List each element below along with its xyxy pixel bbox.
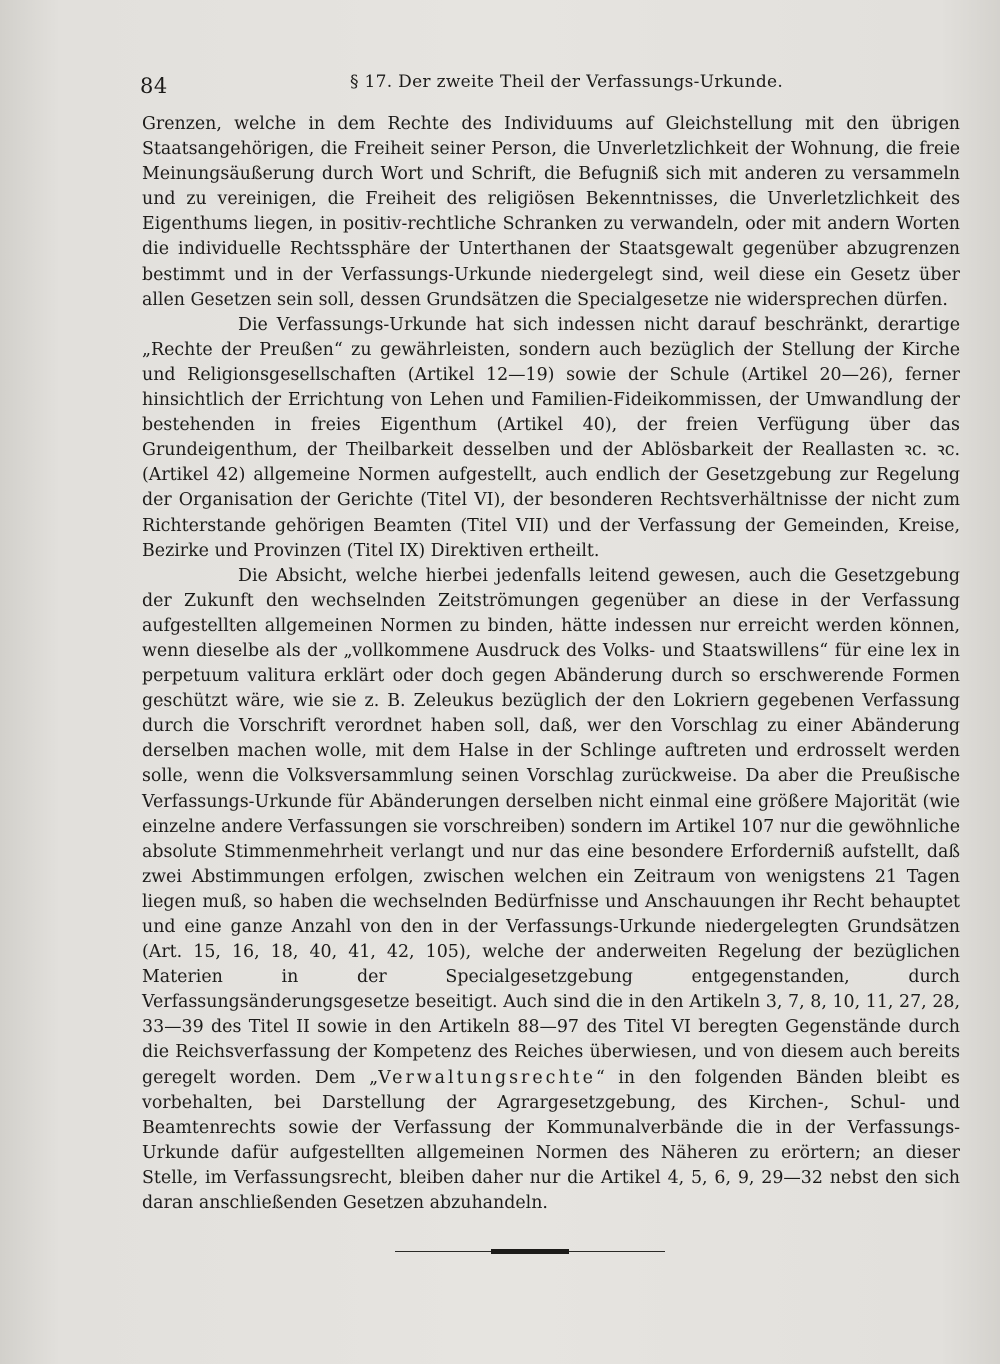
paragraph-constitution-provisions: Die Verfassungs-Urkunde hat sich indessen nicht darauf beschränkt, derartige „Rechte der Preußen“ zu gewährleisten, sondern auch bezüglich der Stellung der Kirche und Religionsgesellschaften (Artikel 12—19) sowie der Schule (Artikel 20—26), ferner hinsichtlich der Errichtung von Lehen und Familien-Fideikommissen, der Umwandlung der bestehenden in freies Eigenthum (Artikel 40), der freien Verfügung über das Grundeigenthum, der Theilbarkeit desselben und der Ablösbarkeit der Reallasten ꝛc. ꝛc. (Artikel 42) allgemeine Normen aufgestellt, auch endlich der Gesetzgebung zur Regelung der Organisation der Gerichte (Titel VI), der besonderen Rechtsverhältnisse der nicht zum Richterstande gehörigen Beamten (Titel VII) und der Verfassung der Gemeinden, Kreise, Bezirke und Provinzen (Titel IX) Direktiven ertheilt. — [142, 314, 960, 561]
paragraph-amendments-text-after: “ in den folgenden Bänden bleibt es vorbehalten, bei Darstellung der Agrargesetzgebung, des Kirchen-, Schul- und Beamtenrechts sowie der Verfassung der Kommunalverbände die in der Verfassungs-Urkunde dafür aufgestellten allgemeinen Normen des Näheren zu erörtern; an dieser Stelle, im Verfassungsrecht, bleiben daher nur die Artikel 4, 5, 6, 9, 29—32 nebst den sich daran anschließenden Gesetzen abzuhandeln. — [142, 1067, 960, 1214]
body-text — [142, 112, 960, 1216]
running-head-title: § 17. Der zweite Theil der Verfassungs-Urkunde. — [350, 72, 784, 92]
paragraph-continuation: Grenzen, welche in dem Rechte des Individuums auf Gleichstellung mit den übrigen Staatsangehörigen, die Freiheit seiner Person, die Unverletzlichkeit der Wohnung, die freie Meinungsäußerung durch Wort und Schrift, die Befugniß sich mit anderen zu versammeln und zu vereinigen, die Freiheit des religiösen Bekenntnisses, die Unverletzlichkeit des Eigenthums liegen, in positiv-rechtliche Schranken zu verwandeln, oder mit andern Worten die individuelle Rechtssphäre der Unterthanen der Staatsgewalt gegenüber abzugrenzen bestimmt und in der Verfassungs-Urkunde niedergelegt sind, weil diese ein Gesetz über allen Gesetzen sein soll, dessen Grundsätzen die Specialgesetze nie widersprechen dürfen. — [142, 114, 960, 310]
end-rule-thick-bar — [491, 1249, 569, 1254]
end-ornament-rule — [395, 1248, 665, 1256]
running-head — [140, 72, 960, 100]
page-number: 84 — [140, 74, 168, 98]
paragraph-amendments-text-before: Die Absicht, welche hierbei jedenfalls leitend gewesen, auch die Gesetzgebung der Zukunft den wechselnden Zeitströmungen gegenüber an diese in der Verfassung aufgestellten allgemeinen Normen zu binden, hätte indessen nur erreicht werden können, wenn dieselbe als der „vollkommene Ausdruck des Volks- und Staatswillens“ für eine lex in perpetuum valitura erklärt oder doch gegen Abänderung durch so erschwerende Formen geschützt wäre, wie sie z. B. Zeleukus bezüglich der den Lokriern gegebenen Verfassung durch die Vorschrift verordnet haben soll, daß, wer den Vorschlag zu einer Abänderung derselben machen wolle, mit dem Halse in der Schlinge auftreten und erdrosselt werden solle, wenn die Volksversammlung seinen Vorschlag zurückweise. Da aber die Preußische Verfassungs-Urkunde für Abänderungen derselben nicht einmal eine größere Majorität (wie einzelne andere Verfassungen sie vorschreiben) sondern im Artikel 107 nur die gewöhnliche absolute Stimmenmehrheit verlangt und nur das eine besondere Erforderniß aufstellt, daß zwei Abstimmungen erfolgen, zwischen welchen ein Zeitraum von wenigstens 21 Tagen liegen muß, so haben die wechselnden Bedürfnisse und Anschauungen ihr Recht behauptet und eine ganze Anzahl von den in der Verfassungs-Urkunde niedergelegten Grundsätzen (Art. 15, 16, 18, 40, 41, 42, 105), welche der anderweiten Regelung der bezüglichen Materien in der Specialgesetzgebung entgegenstanden, durch Verfassungsänderungsgesetze beseitigt. Auch sind die in den Artikeln 3, 7, 8, 10, 11, 27, 28, 33—39 des Titel II sowie in den Artikeln 88—97 des Titel VI beregten Gegenstände durch die Reichsverfassung der Kompetenz des Reiches überwiesen, und von diesem auch bereits geregelt worden. Dem „ — [142, 565, 960, 1088]
paragraph-amendments — [142, 564, 960, 1216]
emphasis-verwaltungsrechte: Verwaltungsrechte — [378, 1067, 596, 1088]
